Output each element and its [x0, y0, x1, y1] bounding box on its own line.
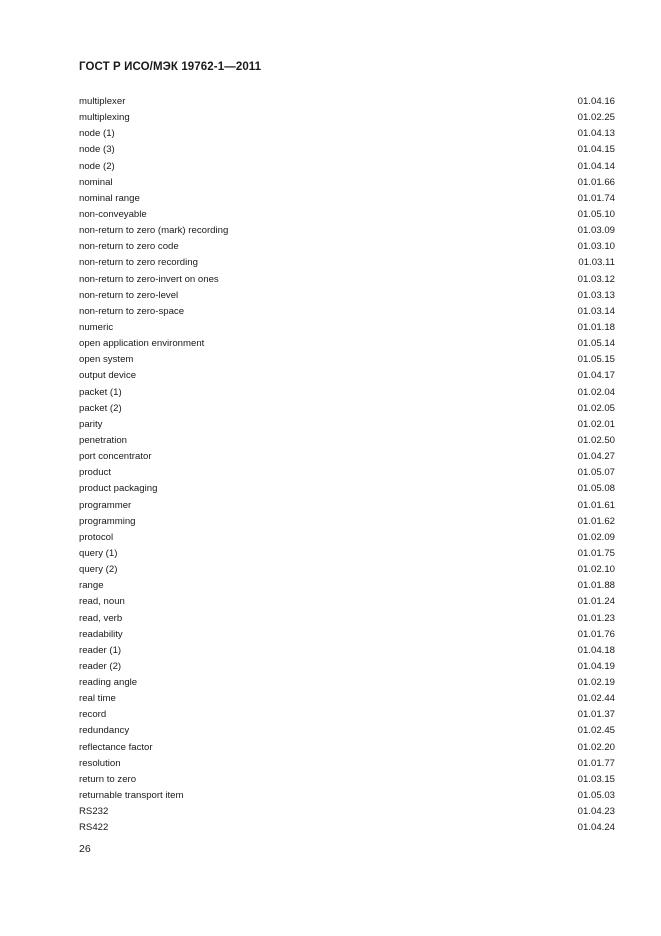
index-term: programming — [79, 515, 136, 527]
index-reference-number: 01.01.77 — [577, 757, 615, 769]
index-term: port concentrator — [79, 451, 152, 463]
index-list — [79, 94, 615, 836]
index-entry — [79, 385, 615, 401]
index-entry — [79, 336, 615, 352]
index-term: parity — [79, 418, 103, 430]
index-entry — [79, 465, 615, 481]
index-entry — [79, 207, 615, 223]
index-entry — [79, 239, 615, 255]
index-term: resolution — [79, 757, 121, 769]
index-entry — [79, 691, 615, 707]
index-reference-number: 01.03.09 — [577, 225, 615, 237]
index-reference-number: 01.04.27 — [577, 451, 615, 463]
index-term: readability — [79, 628, 123, 640]
index-reference-number: 01.04.19 — [577, 660, 615, 672]
index-term: reader (1) — [79, 644, 122, 656]
index-term: record — [79, 709, 107, 721]
index-reference-number: 01.05.08 — [577, 483, 615, 495]
index-entry — [79, 288, 615, 304]
index-reference-number: 01.02.04 — [577, 386, 615, 398]
index-term: non-return to zero-space — [79, 305, 185, 317]
index-entry — [79, 433, 615, 449]
index-reference-number: 01.03.13 — [577, 289, 615, 301]
index-entry — [79, 627, 615, 643]
index-entry — [79, 594, 615, 610]
index-reference-number: 01.01.62 — [577, 515, 615, 527]
index-reference-number: 01.04.14 — [577, 160, 615, 172]
index-term: node (1) — [79, 128, 115, 140]
index-entry — [79, 272, 615, 288]
index-entry — [79, 546, 615, 562]
index-term: product packaging — [79, 483, 158, 495]
index-entry — [79, 740, 615, 756]
index-reference-number: 01.01.75 — [577, 547, 615, 559]
index-term: open system — [79, 354, 134, 366]
index-entry — [79, 255, 615, 271]
index-reference-number: 01.04.18 — [577, 644, 615, 656]
index-entry — [79, 191, 615, 207]
index-reference-number: 01.04.23 — [577, 806, 615, 818]
index-term: packet (1) — [79, 386, 122, 398]
index-term: non-return to zero code — [79, 241, 179, 253]
index-term: output device — [79, 370, 137, 382]
index-reference-number: 01.04.13 — [577, 128, 615, 140]
index-entry — [79, 723, 615, 739]
index-reference-number: 01.02.01 — [577, 418, 615, 430]
index-reference-number: 01.04.24 — [577, 822, 615, 834]
index-reference-number: 01.02.44 — [577, 693, 615, 705]
index-entry — [79, 772, 615, 788]
index-entry — [79, 659, 615, 675]
index-term: read, verb — [79, 612, 123, 624]
index-term: return to zero — [79, 773, 137, 785]
index-term: RS232 — [79, 806, 109, 818]
index-entry — [79, 611, 615, 627]
index-entry — [79, 175, 615, 191]
index-reference-number: 01.01.23 — [577, 612, 615, 624]
index-term: reflectance factor — [79, 741, 153, 753]
index-entry — [79, 110, 615, 126]
index-entry — [79, 159, 615, 175]
index-term: query (2) — [79, 564, 118, 576]
index-reference-number: 01.03.10 — [577, 241, 615, 253]
index-reference-number: 01.01.76 — [577, 628, 615, 640]
index-entry — [79, 820, 615, 836]
index-reference-number: 01.05.15 — [577, 354, 615, 366]
index-reference-number: 01.01.61 — [577, 499, 615, 511]
index-term: non-return to zero-level — [79, 289, 179, 301]
index-reference-number: 01.02.09 — [577, 531, 615, 543]
index-term: multiplexer — [79, 96, 126, 107]
index-reference-number: 01.01.37 — [577, 709, 615, 721]
index-reference-number: 01.05.03 — [577, 790, 615, 802]
index-entry — [79, 643, 615, 659]
index-term: node (3) — [79, 144, 115, 156]
index-term: range — [79, 580, 104, 592]
index-entry — [79, 578, 615, 594]
index-term: product — [79, 467, 111, 479]
index-term: read, noun — [79, 596, 125, 608]
index-entry — [79, 401, 615, 417]
index-reference-number: 01.02.50 — [577, 434, 615, 446]
index-reference-number: 01.01.74 — [577, 192, 615, 204]
index-entry — [79, 142, 615, 158]
index-reference-number: 01.02.25 — [577, 112, 615, 124]
index-entry — [79, 788, 615, 804]
index-entry — [79, 707, 615, 723]
index-entry — [79, 514, 615, 530]
index-reference-number: 01.02.19 — [577, 677, 615, 689]
index-reference-number: 01.05.07 — [577, 467, 615, 479]
index-entry — [79, 481, 615, 497]
index-term: non-return to zero-invert on ones — [79, 273, 219, 285]
index-reference-number: 01.04.16 — [577, 96, 615, 107]
index-term: query (1) — [79, 547, 118, 559]
index-entry — [79, 562, 615, 578]
index-entry — [79, 530, 615, 546]
index-term: non-return to zero (mark) recording — [79, 225, 229, 237]
index-term: non-conveyable — [79, 208, 147, 220]
index-entry — [79, 304, 615, 320]
index-entry — [79, 223, 615, 239]
index-term: RS422 — [79, 822, 109, 834]
index-entry — [79, 320, 615, 336]
index-entry — [79, 675, 615, 691]
index-reference-number: 01.01.24 — [577, 596, 615, 608]
index-reference-number: 01.03.11 — [578, 257, 615, 269]
index-reference-number: 01.01.66 — [577, 176, 615, 188]
index-term: non-return to zero recording — [79, 257, 198, 269]
index-entry — [79, 417, 615, 433]
index-term: real time — [79, 693, 116, 705]
page-header: ГОСТ Р ИСО/МЭК 19762-1—2011 — [79, 61, 262, 73]
page-number: 26 — [79, 843, 91, 855]
index-reference-number: 01.02.05 — [577, 402, 615, 414]
index-term: node (2) — [79, 160, 115, 172]
index-reference-number: 01.04.17 — [577, 370, 615, 382]
index-reference-number: 01.03.14 — [577, 305, 615, 317]
index-entry — [79, 368, 615, 384]
index-reference-number: 01.01.88 — [577, 580, 615, 592]
index-term: penetration — [79, 434, 128, 446]
index-entry — [79, 352, 615, 368]
index-reference-number: 01.03.12 — [577, 273, 615, 285]
index-term: redundancy — [79, 725, 130, 737]
index-entry — [79, 126, 615, 142]
index-term: reader (2) — [79, 660, 122, 672]
index-reference-number: 01.05.10 — [577, 208, 615, 220]
index-term: open application environment — [79, 338, 205, 350]
index-reference-number: 01.04.15 — [577, 144, 615, 156]
index-term: protocol — [79, 531, 114, 543]
index-term: programmer — [79, 499, 132, 511]
index-term: nominal — [79, 176, 113, 188]
index-entry — [79, 804, 615, 820]
index-reference-number: 01.02.45 — [577, 725, 615, 737]
index-entry — [79, 94, 615, 110]
index-term: packet (2) — [79, 402, 122, 414]
index-entry — [79, 498, 615, 514]
index-reference-number: 01.03.15 — [577, 773, 615, 785]
index-term: nominal range — [79, 192, 140, 204]
index-entry — [79, 449, 615, 465]
index-term: returnable transport item — [79, 790, 184, 802]
index-term: reading angle — [79, 677, 138, 689]
index-reference-number: 01.01.18 — [577, 321, 615, 333]
index-reference-number: 01.05.14 — [577, 338, 615, 350]
index-term: multiplexing — [79, 112, 130, 124]
index-term: numeric — [79, 321, 114, 333]
index-reference-number: 01.02.20 — [577, 741, 615, 753]
index-entry — [79, 756, 615, 772]
index-reference-number: 01.02.10 — [577, 564, 615, 576]
